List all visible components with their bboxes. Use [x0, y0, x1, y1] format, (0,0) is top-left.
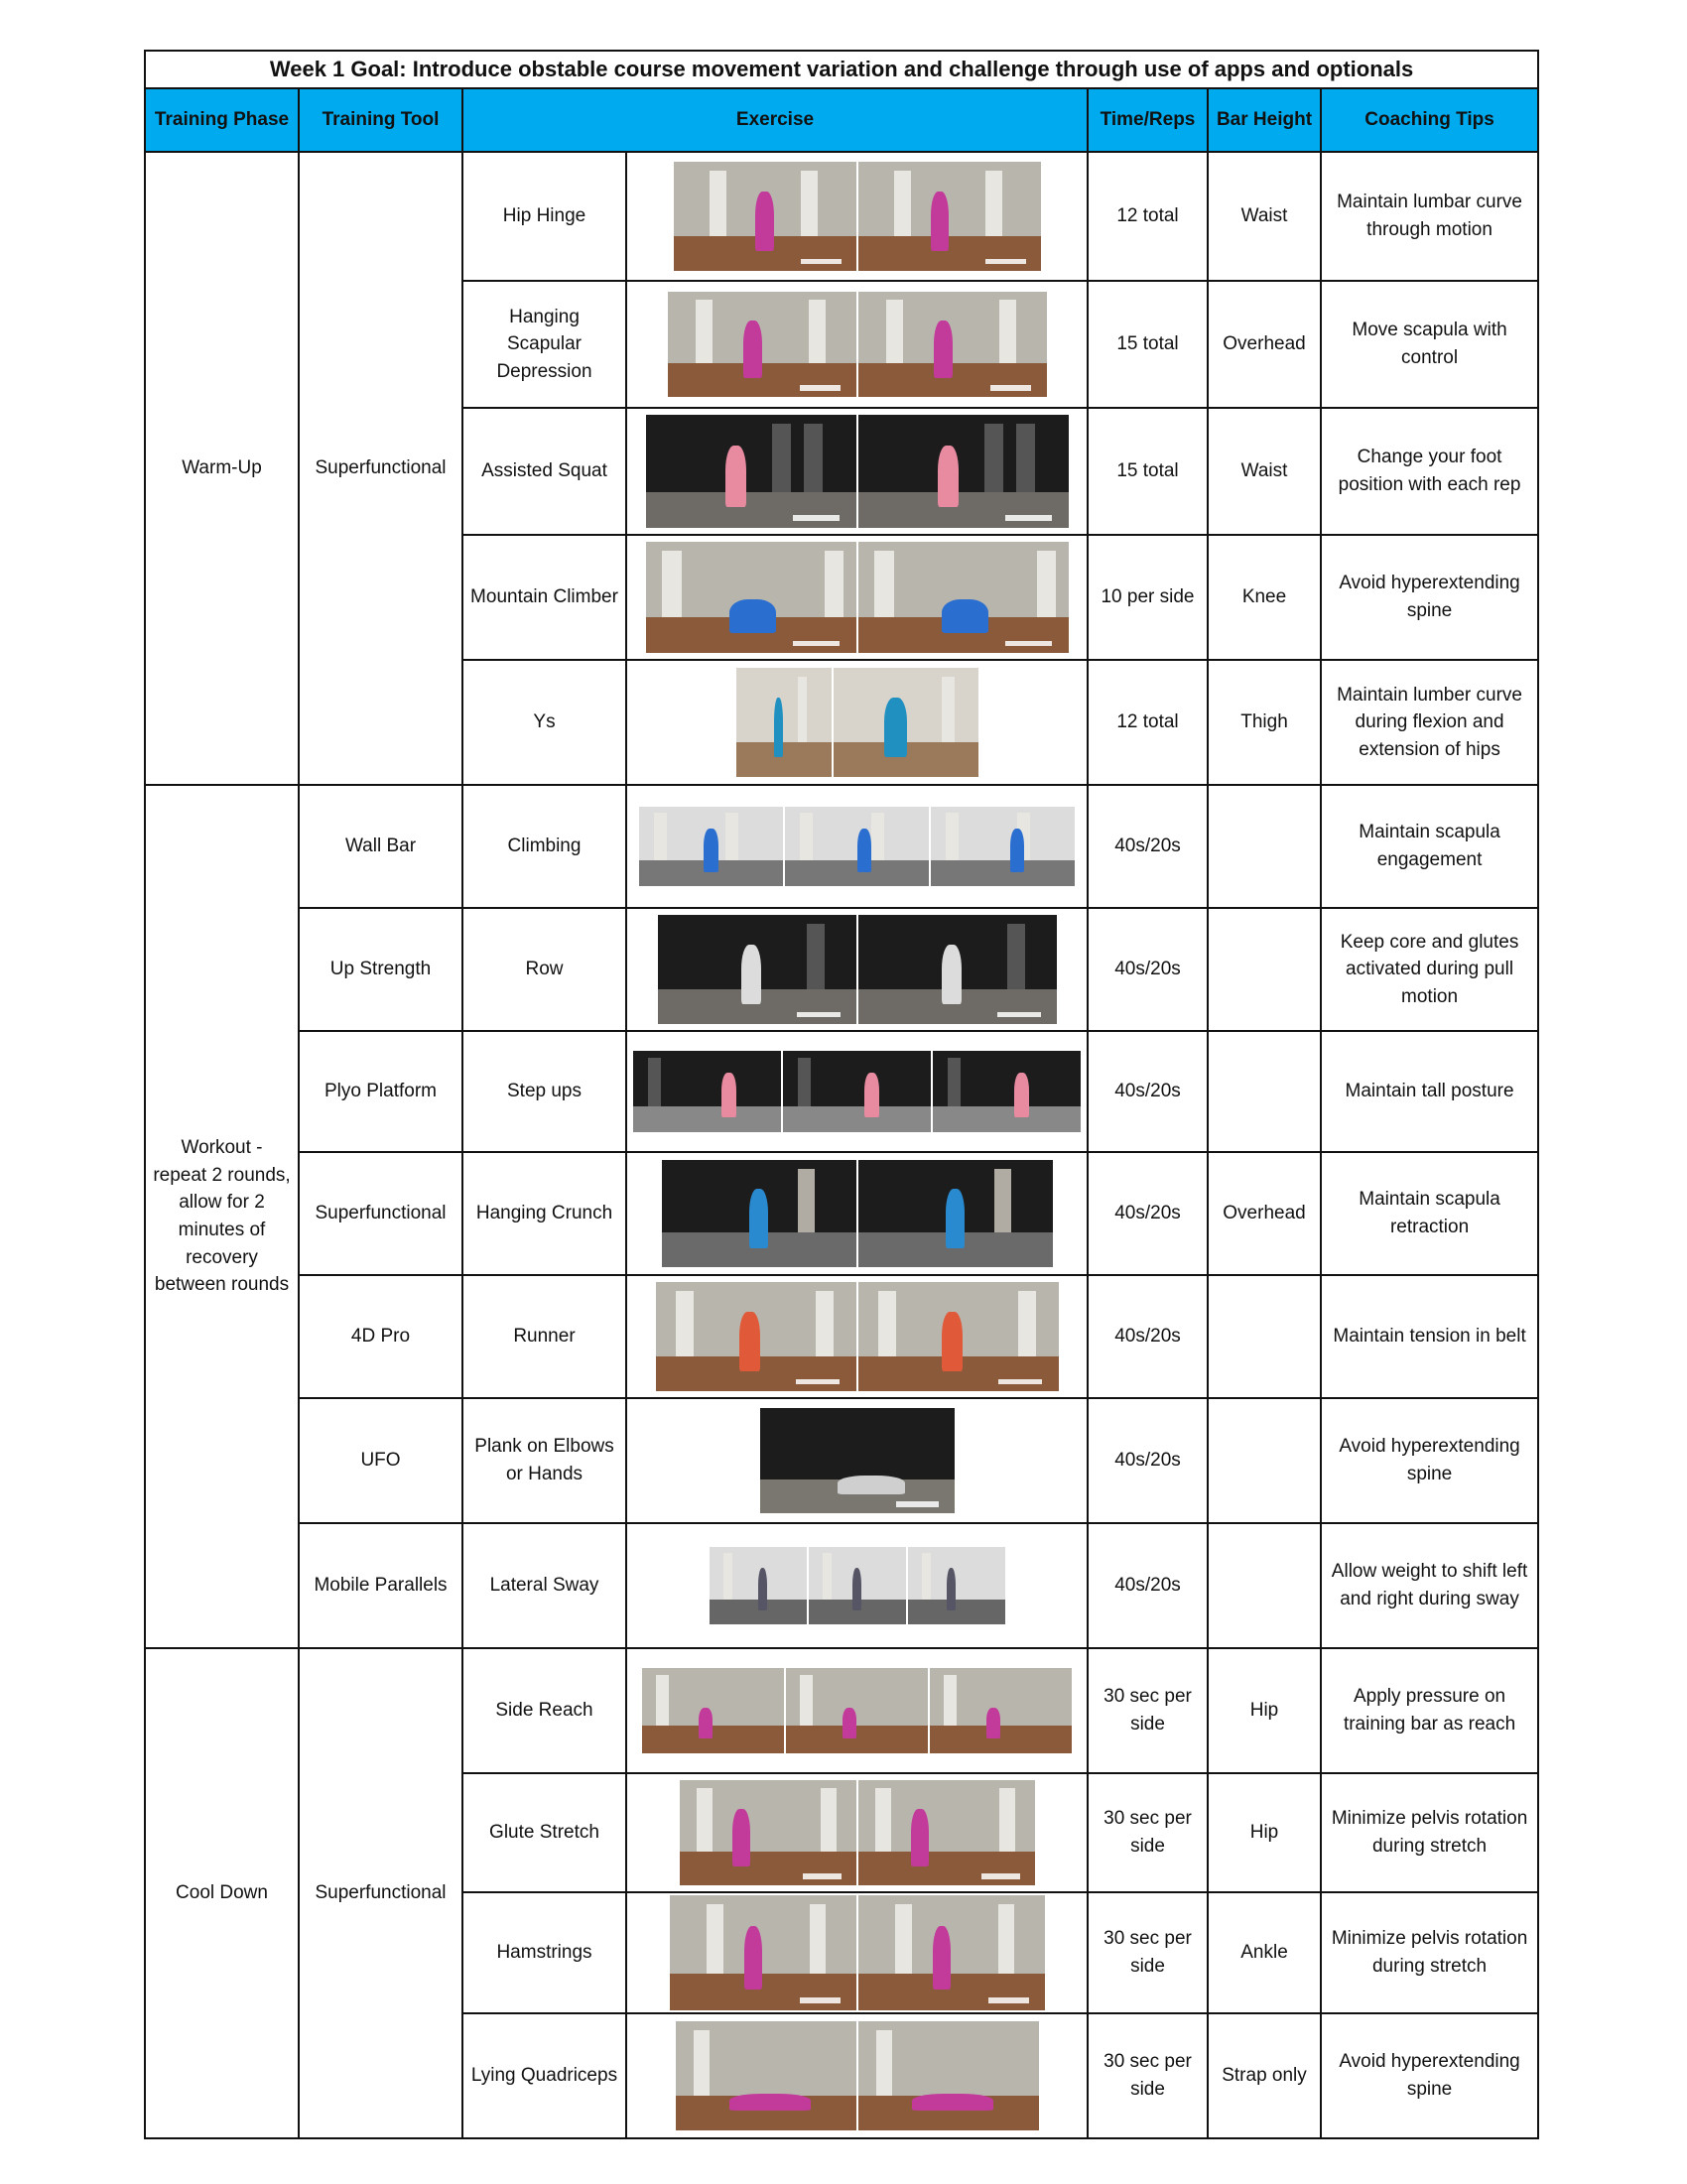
table-row: [145, 908, 1538, 1031]
bar-height: Hip: [1208, 1773, 1321, 1892]
time-reps: 40s/20s: [1088, 1031, 1208, 1152]
bar-height: [1208, 1031, 1321, 1152]
coaching-tip: Avoid hyperextending spine: [1321, 535, 1538, 660]
time-reps: 30 sec per side: [1088, 1648, 1208, 1773]
ys-photo: [633, 668, 1081, 777]
hamstrings-photo: [633, 1895, 1081, 2010]
phase-cooldown: Cool Down: [145, 1648, 299, 2138]
time-reps: 30 sec per side: [1088, 2013, 1208, 2138]
time-reps: 40s/20s: [1088, 908, 1208, 1031]
hanging-crunch-photo: [633, 1160, 1081, 1267]
plank-photo: [633, 1408, 1081, 1513]
coaching-tip: Minimize pelvis rotation during stretch: [1321, 1892, 1538, 2013]
exercise-name: Climbing: [462, 785, 626, 908]
bar-height: Thigh: [1208, 660, 1321, 785]
exercise-photo-cell: [626, 1031, 1088, 1152]
time-reps: 40s/20s: [1088, 1275, 1208, 1398]
coaching-tip: Allow weight to shift left and right during sway: [1321, 1523, 1538, 1648]
exercise-photo-cell: [626, 1773, 1088, 1892]
mountain-climber-photo: [633, 542, 1081, 653]
exercise-photo-cell: [626, 1523, 1088, 1648]
exercise-photo-cell: [626, 1275, 1088, 1398]
bar-height: Knee: [1208, 535, 1321, 660]
time-reps: 30 sec per side: [1088, 1892, 1208, 2013]
coaching-tip: Maintain tall posture: [1321, 1031, 1538, 1152]
header-bar-height: Bar Height: [1208, 88, 1321, 152]
hip-hinge-photo: [633, 162, 1081, 271]
lateral-sway-photo: [633, 1547, 1081, 1624]
bar-height: Waist: [1208, 152, 1321, 281]
runner-photo: [633, 1282, 1081, 1391]
time-reps: 40s/20s: [1088, 1523, 1208, 1648]
table-row: [145, 1031, 1538, 1152]
header-training-phase: Training Phase: [145, 88, 299, 152]
time-reps: 12 total: [1088, 660, 1208, 785]
exercise-name: Lateral Sway: [462, 1523, 626, 1648]
exercise-photo-cell: [626, 152, 1088, 281]
coaching-tip: Maintain scapula retraction: [1321, 1152, 1538, 1275]
bar-height: Ankle: [1208, 1892, 1321, 2013]
tool-cell: Plyo Platform: [299, 1031, 462, 1152]
phase-warmup: Warm-Up: [145, 152, 299, 785]
exercise-name: Runner: [462, 1275, 626, 1398]
table-row: [145, 152, 1538, 281]
coaching-tip: Keep core and glutes activated during pull motion: [1321, 908, 1538, 1031]
tool-cell: Superfunctional: [299, 1152, 462, 1275]
exercise-photo-cell: [626, 1398, 1088, 1523]
exercise-name: Hip Hinge: [462, 152, 626, 281]
bar-height: [1208, 1523, 1321, 1648]
exercise-name: Row: [462, 908, 626, 1031]
coaching-tip: Maintain scapula engagement: [1321, 785, 1538, 908]
time-reps: 30 sec per side: [1088, 1773, 1208, 1892]
coaching-tip: Maintain tension in belt: [1321, 1275, 1538, 1398]
exercise-photo-cell: [626, 408, 1088, 535]
header-time-reps: Time/Reps: [1088, 88, 1208, 152]
exercise-photo-cell: [626, 785, 1088, 908]
exercise-name: Hanging Crunch: [462, 1152, 626, 1275]
tool-cell: Up Strength: [299, 908, 462, 1031]
training-plan-table: [144, 50, 1539, 2139]
table-row: [145, 1152, 1538, 1275]
exercise-photo-cell: [626, 535, 1088, 660]
exercise-photo-cell: [626, 2013, 1088, 2138]
table-row: [145, 1648, 1538, 1773]
coaching-tip: Maintain lumbar curve through motion: [1321, 152, 1538, 281]
header-row: [145, 88, 1538, 152]
coaching-tip: Apply pressure on training bar as reach: [1321, 1648, 1538, 1773]
glute-stretch-photo: [633, 1780, 1081, 1885]
bar-height: Hip: [1208, 1648, 1321, 1773]
exercise-name: Assisted Squat: [462, 408, 626, 535]
exercise-name: Hamstrings: [462, 1892, 626, 2013]
coaching-tip: Maintain lumber curve during flexion and extension of hips: [1321, 660, 1538, 785]
exercise-name: Step ups: [462, 1031, 626, 1152]
bar-height: [1208, 785, 1321, 908]
time-reps: 10 per side: [1088, 535, 1208, 660]
exercise-name: Mountain Climber: [462, 535, 626, 660]
header-training-tool: Training Tool: [299, 88, 462, 152]
row-photo: [633, 915, 1081, 1024]
exercise-photo-cell: [626, 281, 1088, 408]
side-reach-photo: [633, 1668, 1081, 1753]
coaching-tip: Move scapula with control: [1321, 281, 1538, 408]
exercise-name: Lying Quadriceps: [462, 2013, 626, 2138]
tool-cell: Wall Bar: [299, 785, 462, 908]
coaching-tip: Avoid hyperextending spine: [1321, 2013, 1538, 2138]
bar-height: Strap only: [1208, 2013, 1321, 2138]
time-reps: 15 total: [1088, 408, 1208, 535]
hanging-scapular-depression-photo: [633, 292, 1081, 397]
step-ups-photo: [633, 1051, 1081, 1132]
time-reps: 40s/20s: [1088, 785, 1208, 908]
tool-cell: Superfunctional: [299, 152, 462, 785]
coaching-tip: Minimize pelvis rotation during stretch: [1321, 1773, 1538, 1892]
exercise-name: Side Reach: [462, 1648, 626, 1773]
exercise-name: Hanging Scapular Depression: [462, 281, 626, 408]
coaching-tip: Avoid hyperextending spine: [1321, 1398, 1538, 1523]
header-coaching-tips: Coaching Tips: [1321, 88, 1538, 152]
bar-height: Overhead: [1208, 1152, 1321, 1275]
time-reps: 40s/20s: [1088, 1398, 1208, 1523]
tool-cell: UFO: [299, 1398, 462, 1523]
bar-height: Waist: [1208, 408, 1321, 535]
tool-cell: 4D Pro: [299, 1275, 462, 1398]
time-reps: 12 total: [1088, 152, 1208, 281]
bar-height: [1208, 908, 1321, 1031]
table-row: [145, 1523, 1538, 1648]
tool-cell: Superfunctional: [299, 1648, 462, 2138]
time-reps: 15 total: [1088, 281, 1208, 408]
lying-quadriceps-photo: [633, 2021, 1081, 2130]
exercise-name: Plank on Elbows or Hands: [462, 1398, 626, 1523]
bar-height: Overhead: [1208, 281, 1321, 408]
time-reps: 40s/20s: [1088, 1152, 1208, 1275]
bar-height: [1208, 1275, 1321, 1398]
bar-height: [1208, 1398, 1321, 1523]
assisted-squat-photo: [633, 415, 1081, 528]
table-row: [145, 1275, 1538, 1398]
exercise-photo-cell: [626, 1648, 1088, 1773]
phase-workout: Workout - repeat 2 rounds, allow for 2 minutes of recovery between rounds: [145, 785, 299, 1648]
climbing-photo: [633, 807, 1081, 886]
exercise-name: Glute Stretch: [462, 1773, 626, 1892]
header-exercise: Exercise: [462, 88, 1088, 152]
exercise-photo-cell: [626, 660, 1088, 785]
exercise-photo-cell: [626, 908, 1088, 1031]
exercise-photo-cell: [626, 1892, 1088, 2013]
tool-cell: Mobile Parallels: [299, 1523, 462, 1648]
exercise-photo-cell: [626, 1152, 1088, 1275]
exercise-name: Ys: [462, 660, 626, 785]
table-row: [145, 785, 1538, 908]
coaching-tip: Change your foot position with each rep: [1321, 408, 1538, 535]
table-row: [145, 1398, 1538, 1523]
plan-title: Week 1 Goal: Introduce obstable course movement variation and challenge through use of apps and optionals: [145, 51, 1538, 88]
